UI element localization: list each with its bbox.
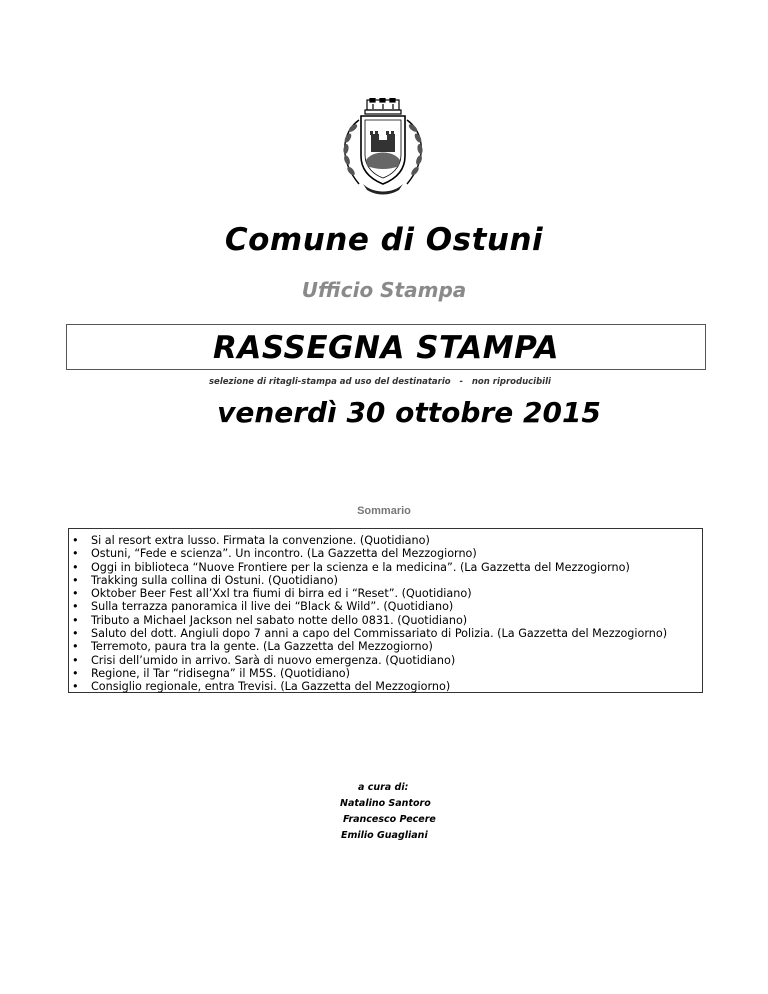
bullet-icon: • [72,640,79,654]
summary-item: • Sulla terrazza panoramica il live dei “Black & Wild”. (Quotidiano) [72,600,454,614]
bullet-icon: • [72,600,79,614]
editor-name: Francesco Pecere [343,814,436,825]
municipality-title: Comune di Ostuni [224,222,544,258]
summary-item: • Tributo a Michael Jackson nel sabato notte dello 0831. (Quotidiano) [72,613,468,627]
issue-date: venerdì 30 ottobre 2015 [217,396,601,429]
bullet-icon: • [72,534,79,547]
editor-name: Emilio Guagliani [341,830,428,841]
summary-item: • Trakking sulla collina di Ostuni. (Quotidiano) [72,573,338,587]
bullet-icon: • [72,653,79,667]
editor-name: Natalino Santoro [340,798,431,809]
summary-item: • Oktober Beer Fest all’Xxl tra fiumi di birra ed i “Reset”. (Quotidiano) [72,587,472,601]
summary-item: • Si al resort extra lusso. Firmata la convenzione. (Quotidiano) [72,534,430,547]
bullet-icon: • [72,680,79,694]
summary-item: • Oggi in biblioteca “Nuove Frontiere per la scienza e la medicina”. (La Gazzetta del Mezzogiorno) [72,560,630,574]
bullet-icon: • [72,547,79,561]
summary-heading: Sommario [357,505,411,517]
summary-item: • Terremoto, paura tra la gente. (La Gazzetta del Mezzogiorno) [72,640,433,654]
banner-subtitle: selezione di ritagli-stampa ad uso del destinatario - non riproducibili [209,377,551,387]
summary-item: • Crisi dell’umido in arrivo. Sarà di nuovo emergenza. (Quotidiano) [72,653,456,667]
summary-item: • Ostuni, “Fede e scienza”. Un incontro. (La Gazzetta del Mezzogiorno) [72,547,477,561]
bullet-icon: • [72,666,79,680]
summary-item: • Consiglio regionale, entra Trevisi. (La Gazzetta del Mezzogiorno) [72,680,451,694]
coat-of-arms-icon [329,98,437,198]
bullet-icon: • [72,573,79,587]
summary-list [68,528,703,693]
summary-item: • Regione, il Tar “ridisegna” il M5S. (Quotidiano) [72,666,350,680]
bullet-icon: • [72,613,79,627]
office-title: Ufficio Stampa [301,278,467,302]
summary-item: • Saluto del dott. Angiuli dopo 7 anni a capo del Commissariato di Polizia. (La Gazzetta del Mezzogiorno) [72,627,668,641]
bullet-icon: • [72,560,79,574]
bullet-icon: • [72,587,79,601]
editors-label: a cura di: [358,782,409,793]
bullet-icon: • [72,627,79,641]
title-banner [66,324,706,370]
banner-title: RASSEGNA STAMPA [212,330,560,366]
